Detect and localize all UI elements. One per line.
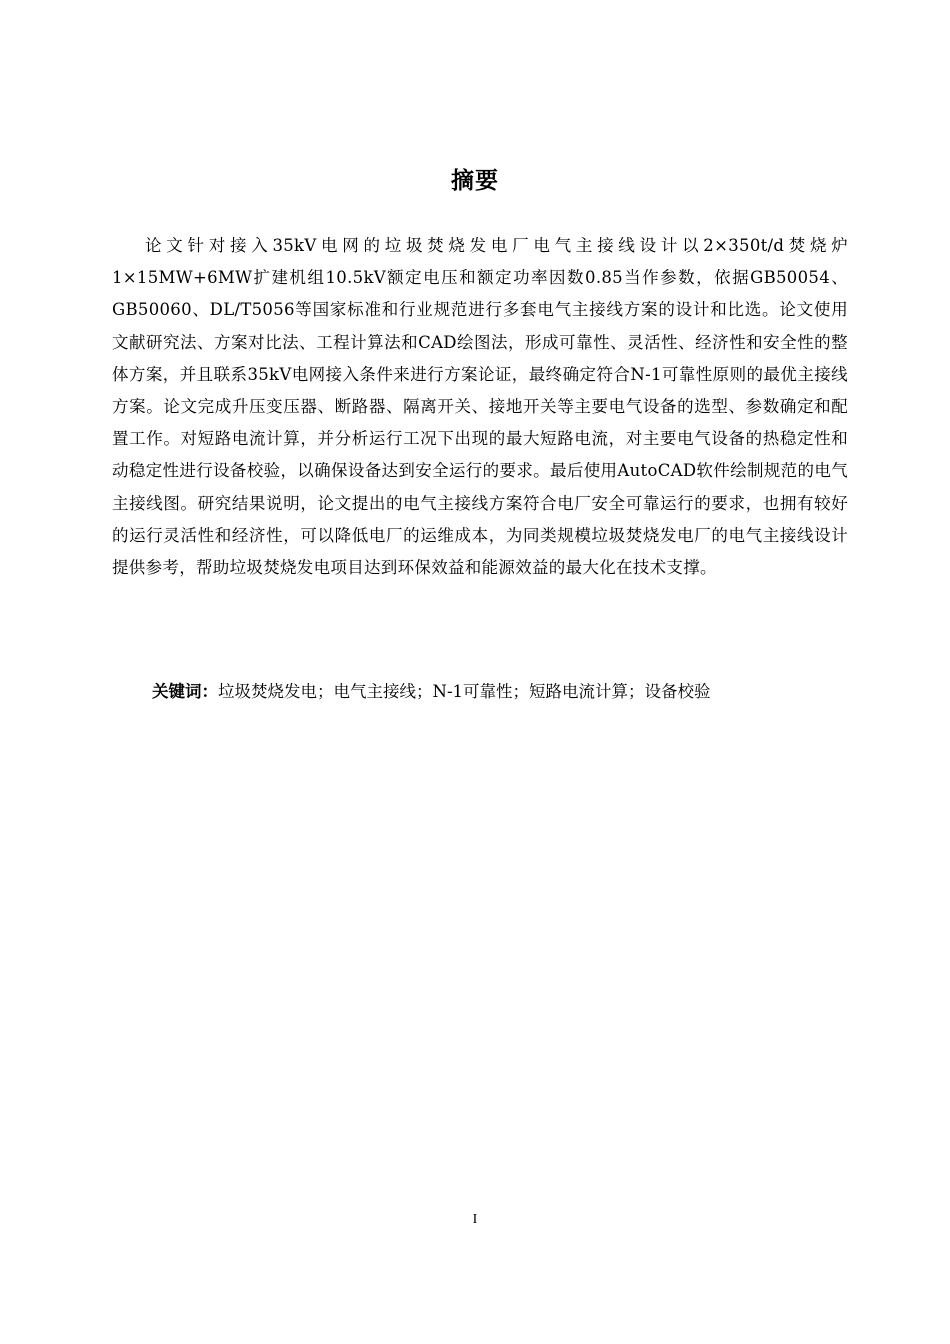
keywords-line xyxy=(152,677,852,707)
page-number: I xyxy=(472,1212,478,1227)
keywords-label: 关键词： xyxy=(152,682,218,701)
abstract-body: 论文针对接入35kV电网的垃圾焚烧发电厂电气主接线设计以2×350t/d焚烧炉1×15MW+6MW扩建机组10.5kV额定电压和额定功率因数0.85当作参数，依据GB50054、GB50060、DL/T5056等国家标准和行业规范进行多套电气主接线方案的设计和比选。论文使用文献研究法、方案对比法、工程计算法和CAD绘图法，形成可靠性、灵活性、经济性和安全性的整体方案，并且联系35kV电网接入条件来进行方案论证，最终确定符合N-1可靠性原则的最优主接线方案。论文完成升压变压器、断路器、隔离开关、接地开关等主要电气设备的选型、参数确定和配置工作。对短路电流计算，并分析运行工况下出现的最大短路电流，对主要电气设备的热稳定性和动稳定性进行设备校验，以确保设备达到安全运行的要求。最后使用AutoCAD软件绘制规范的电气主接线图。研究结果说明，论文提出的电气主接线方案符合电厂安全可靠运行的要求，也拥有较好的运行灵活性和经济性，可以降低电厂的运维成本，为同类规模垃圾焚烧发电厂的电气主接线设计提供参考，帮助垃圾焚烧发电项目达到环保效益和能源效益的最大化在技术支撑。 xyxy=(112,236,848,578)
abstract-title: 摘要 xyxy=(451,168,499,194)
keywords-text: 垃圾焚烧发电；电气主接线；N-1可靠性；短路电流计算；设备校验 xyxy=(218,682,711,701)
